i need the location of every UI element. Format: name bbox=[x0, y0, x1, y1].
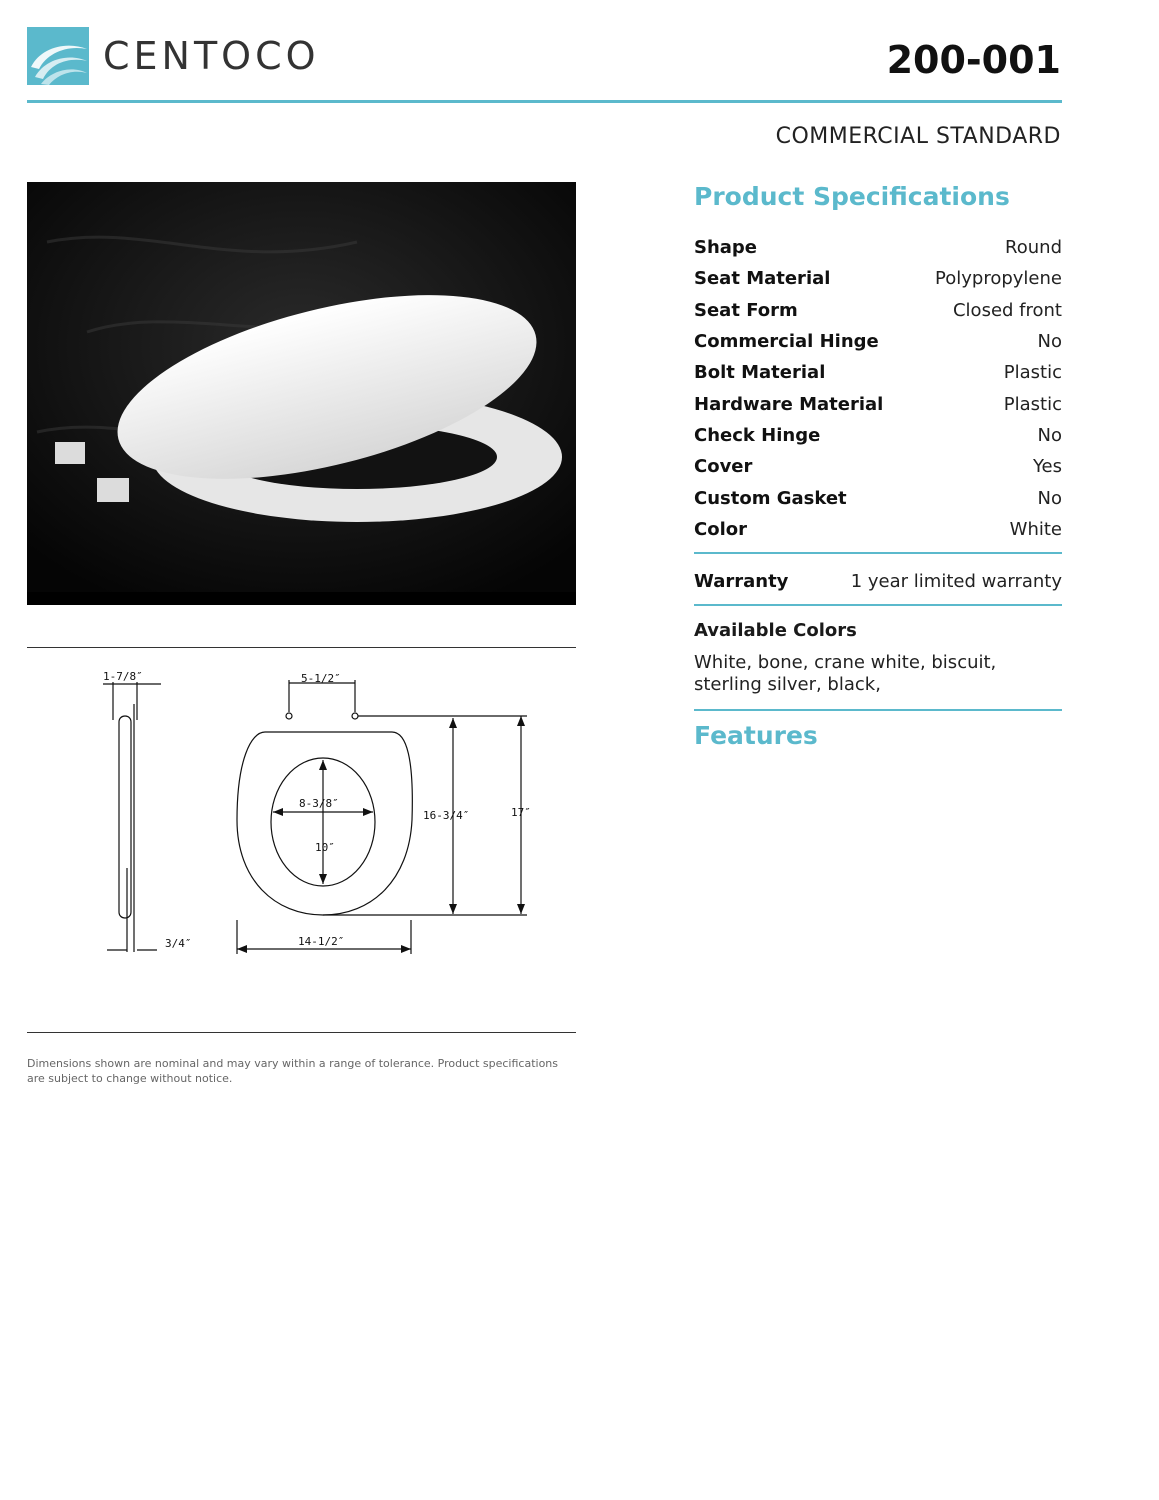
header-divider bbox=[27, 100, 1062, 103]
specifications-table bbox=[694, 232, 1062, 545]
spec-value: White bbox=[1009, 518, 1062, 540]
brand-name: CENTOCO bbox=[103, 34, 320, 78]
features-heading: Features bbox=[694, 721, 818, 750]
warranty-label: Warranty bbox=[694, 570, 789, 592]
dim-opening-width-label: 8-3/8″ bbox=[299, 797, 339, 810]
spec-label: Cover bbox=[694, 456, 753, 478]
spec-row bbox=[694, 232, 1062, 263]
warranty-divider bbox=[694, 604, 1062, 606]
spec-label: Bolt Material bbox=[694, 362, 826, 384]
spec-row bbox=[694, 451, 1062, 482]
spec-value: No bbox=[1037, 424, 1062, 446]
available-colors-label: Available Colors bbox=[694, 620, 857, 641]
spec-value: Yes bbox=[1032, 456, 1062, 478]
dim-side-bottom-label: 3/4″ bbox=[165, 937, 192, 950]
diagram-bottom-rule bbox=[27, 1032, 576, 1033]
warranty-value: 1 year limited warranty bbox=[850, 570, 1062, 592]
disclaimer-text: Dimensions shown are nominal and may vary within a range of tolerance. Product specifications are subject to change without notice. bbox=[27, 1057, 559, 1085]
dim-seat-width-label: 14-1/2″ bbox=[298, 935, 345, 948]
spec-label: Shape bbox=[694, 237, 758, 259]
spec-value: Polypropylene bbox=[935, 268, 1062, 290]
centoco-logo-icon bbox=[27, 27, 89, 85]
spec-row bbox=[694, 482, 1062, 513]
spec-label: Custom Gasket bbox=[694, 487, 847, 509]
spec-value: Closed front bbox=[952, 299, 1062, 321]
dimension-diagram bbox=[27, 650, 576, 1030]
spec-divider bbox=[694, 552, 1062, 554]
warranty-row bbox=[694, 566, 1062, 596]
spec-label: Seat Form bbox=[694, 299, 798, 321]
spec-value: Plastic bbox=[1003, 362, 1062, 384]
spec-row bbox=[694, 388, 1062, 419]
dim-overall-length-label: 17″ bbox=[511, 806, 531, 819]
spec-label: Hardware Material bbox=[694, 393, 884, 415]
spec-row bbox=[694, 357, 1062, 388]
dim-side-top-label: 1-7/8″ bbox=[103, 670, 143, 683]
spec-row bbox=[694, 295, 1062, 326]
product-photo bbox=[27, 182, 576, 605]
spec-value: Plastic bbox=[1003, 393, 1062, 415]
spec-label: Color bbox=[694, 518, 747, 540]
dim-opening-length-label: 10″ bbox=[315, 841, 335, 854]
spec-row bbox=[694, 326, 1062, 357]
model-number: 200-001 bbox=[886, 38, 1061, 82]
available-colors-value: White, bone, crane white, biscuit, sterling silver, black, bbox=[694, 652, 997, 695]
spec-value: No bbox=[1037, 331, 1062, 353]
dim-seat-length-label: 16-3/4″ bbox=[423, 809, 470, 822]
spec-value: Round bbox=[1005, 237, 1062, 259]
spec-label: Seat Material bbox=[694, 268, 831, 290]
spec-row bbox=[694, 263, 1062, 294]
product-line-subtitle: COMMERCIAL STANDARD bbox=[775, 124, 1061, 149]
dim-hinge-spacing-label: 5-1/2″ bbox=[301, 672, 341, 685]
spec-label: Check Hinge bbox=[694, 424, 821, 446]
specifications-heading: Product Specifications bbox=[694, 182, 1010, 211]
spec-row bbox=[694, 514, 1062, 545]
spec-value: No bbox=[1037, 487, 1062, 509]
colors-divider bbox=[694, 709, 1062, 711]
spec-row bbox=[694, 420, 1062, 451]
diagram-top-rule bbox=[27, 647, 576, 648]
spec-label: Commercial Hinge bbox=[694, 331, 879, 353]
